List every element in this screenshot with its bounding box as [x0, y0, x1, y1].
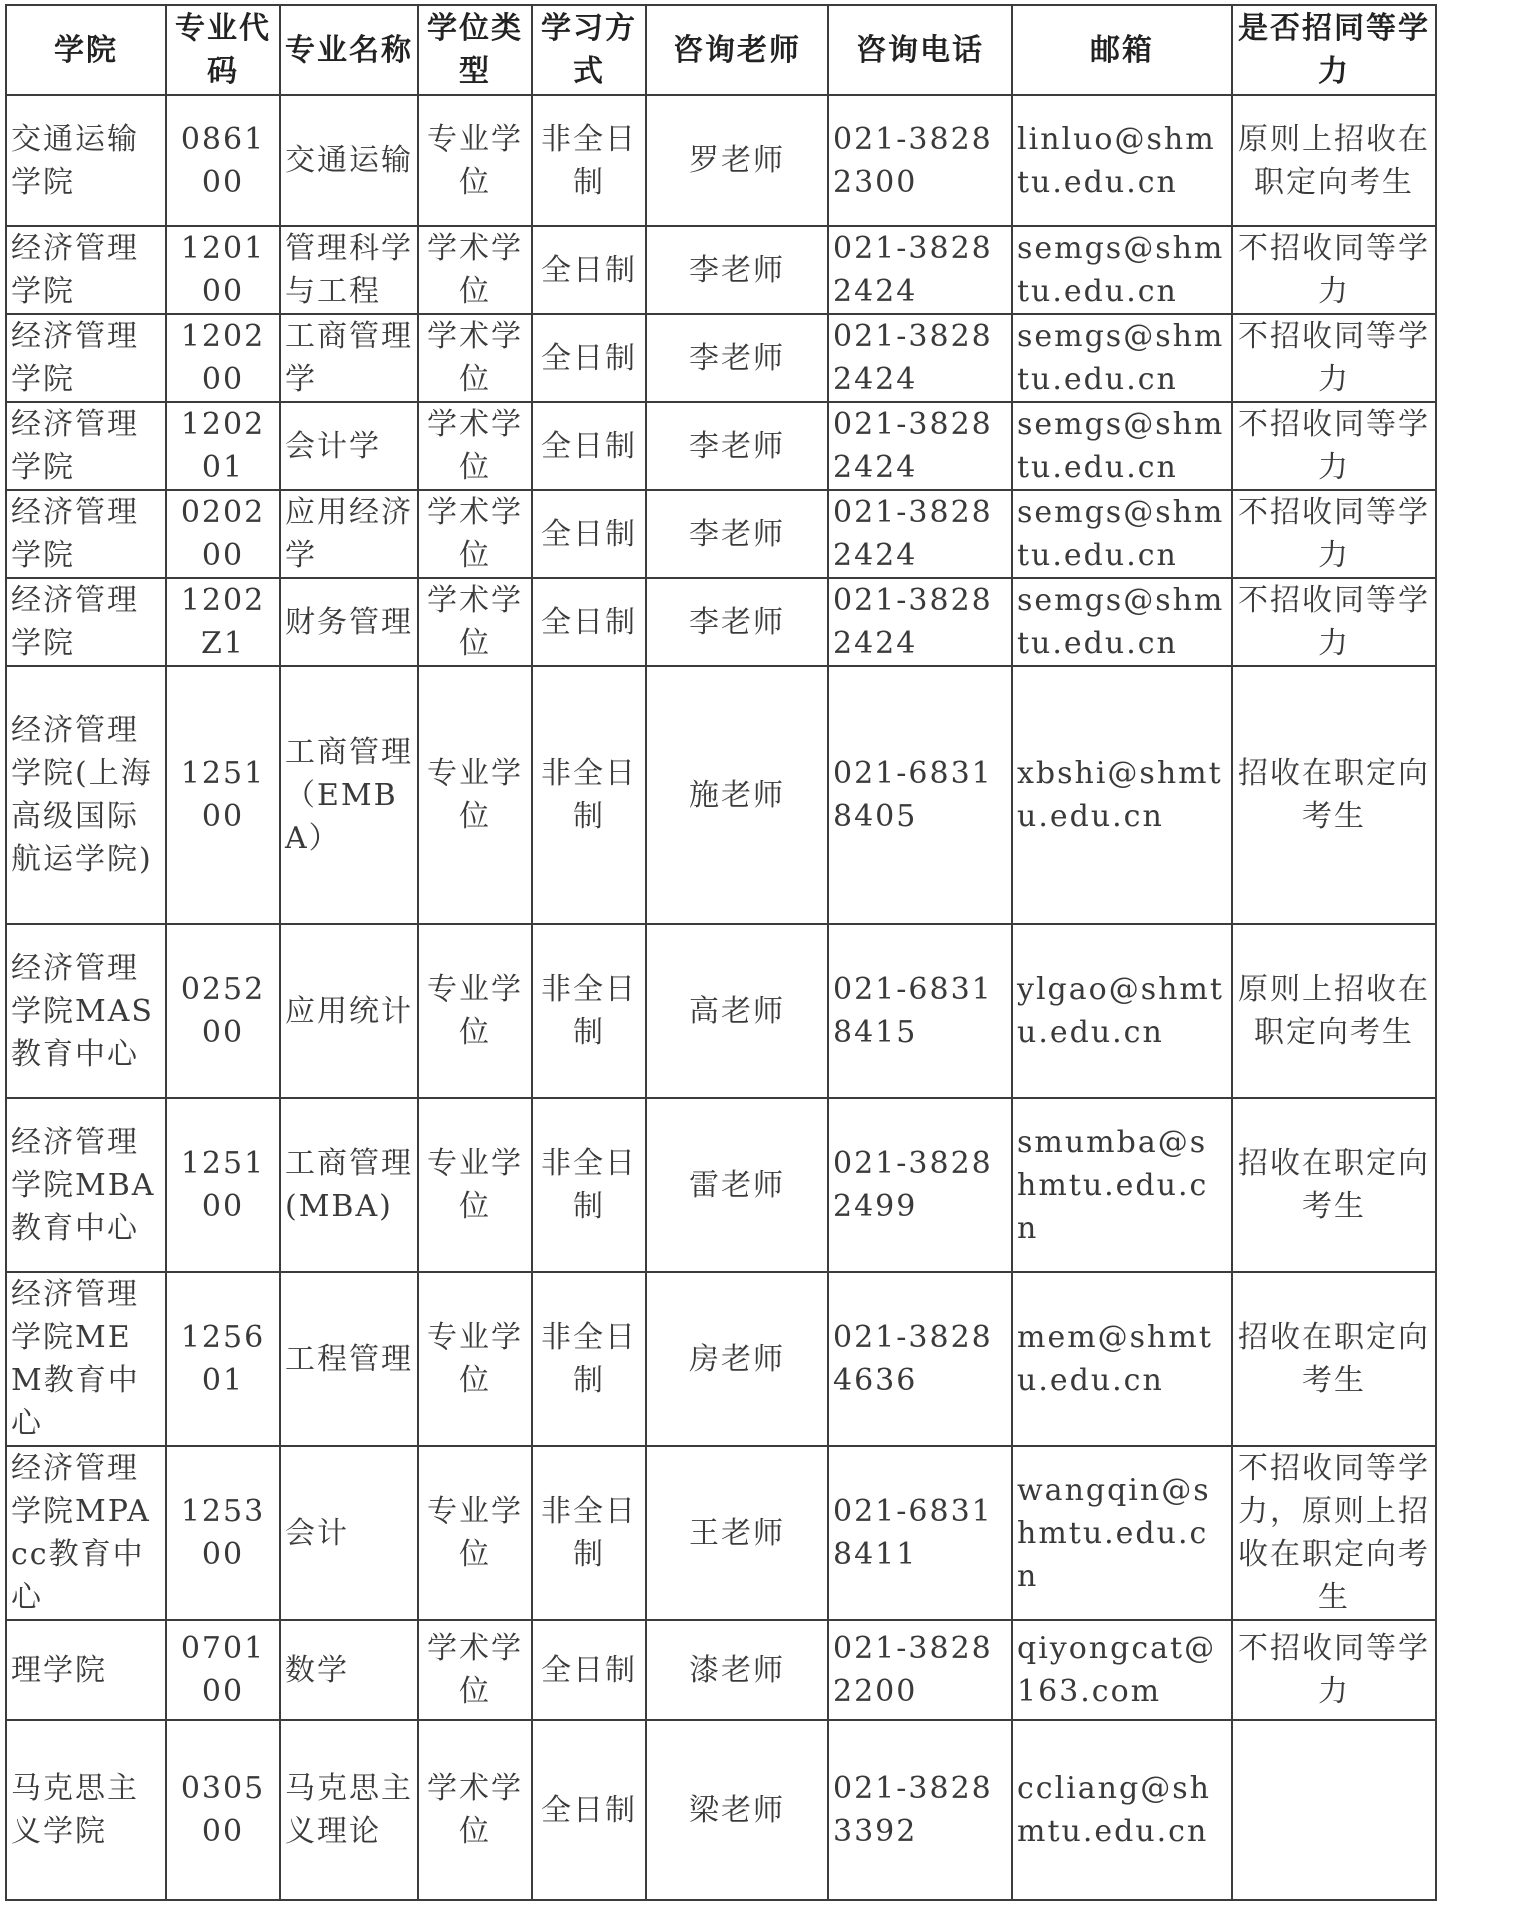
table-row: [6, 666, 1436, 924]
college-cell: 经济管理学院MAS教育中心: [6, 924, 166, 1098]
email-cell: wangqin@shmtu.edu.cn: [1012, 1446, 1232, 1620]
degree-type-cell: 专业学位: [418, 1098, 532, 1272]
advisor-cell: 李老师: [646, 402, 828, 490]
phone-cell: 021-38282424: [828, 490, 1012, 578]
table-row: [6, 578, 1436, 666]
table-row: [6, 924, 1436, 1098]
equivalent-admission-cell: 不招收同等学力: [1232, 314, 1436, 402]
college-cell: 经济管理学院: [6, 578, 166, 666]
contact-table: [5, 4, 1437, 1901]
email-cell: linluo@shmtu.edu.cn: [1012, 95, 1232, 226]
major-code-cell: 1202Z1: [166, 578, 280, 666]
table-row: [6, 1446, 1436, 1620]
email-cell: smumba@shmtu.edu.cn: [1012, 1098, 1232, 1272]
equivalent-admission-cell: 不招收同等学力，原则上招收在职定向考生: [1232, 1446, 1436, 1620]
major-name-cell: 工商管理（EMBA）: [280, 666, 418, 924]
header-advisor: 咨询老师: [646, 5, 828, 95]
phone-cell: 021-38282300: [828, 95, 1012, 226]
degree-type-cell: 学术学位: [418, 402, 532, 490]
equivalent-admission-cell: 招收在职定向考生: [1232, 1272, 1436, 1446]
phone-cell: 021-38284636: [828, 1272, 1012, 1446]
header-row: [6, 5, 1436, 95]
major-code-cell: 086100: [166, 95, 280, 226]
header-degree-type: 学位类型: [418, 5, 532, 95]
degree-type-cell: 学术学位: [418, 1620, 532, 1720]
college-cell: 马克思主义学院: [6, 1720, 166, 1900]
table-row: [6, 1620, 1436, 1720]
major-name-cell: 管理科学与工程: [280, 226, 418, 314]
degree-type-cell: 专业学位: [418, 1446, 532, 1620]
email-cell: semgs@shmtu.edu.cn: [1012, 578, 1232, 666]
study-mode-cell: 非全日制: [532, 1446, 646, 1620]
study-mode-cell: 全日制: [532, 1720, 646, 1900]
college-cell: 经济管理学院: [6, 226, 166, 314]
major-name-cell: 交通运输: [280, 95, 418, 226]
major-code-cell: 120201: [166, 402, 280, 490]
degree-type-cell: 学术学位: [418, 226, 532, 314]
email-cell: ylgao@shmtu.edu.cn: [1012, 924, 1232, 1098]
advisor-cell: 李老师: [646, 314, 828, 402]
table-row: [6, 1098, 1436, 1272]
major-name-cell: 财务管理: [280, 578, 418, 666]
major-code-cell: 030500: [166, 1720, 280, 1900]
college-cell: 经济管理学院: [6, 490, 166, 578]
advisor-cell: 王老师: [646, 1446, 828, 1620]
study-mode-cell: 非全日制: [532, 1098, 646, 1272]
header-major-code: 专业代码: [166, 5, 280, 95]
study-mode-cell: 全日制: [532, 314, 646, 402]
study-mode-cell: 非全日制: [532, 666, 646, 924]
table-row: [6, 226, 1436, 314]
major-name-cell: 应用经济学: [280, 490, 418, 578]
header-phone: 咨询电话: [828, 5, 1012, 95]
email-cell: xbshi@shmtu.edu.cn: [1012, 666, 1232, 924]
header-email: 邮箱: [1012, 5, 1232, 95]
college-cell: 经济管理学院MBA教育中心: [6, 1098, 166, 1272]
major-code-cell: 020200: [166, 490, 280, 578]
major-name-cell: 马克思主义理论: [280, 1720, 418, 1900]
header-college: 学院: [6, 5, 166, 95]
advisor-cell: 梁老师: [646, 1720, 828, 1900]
equivalent-admission-cell: 不招收同等学力: [1232, 490, 1436, 578]
advisor-cell: 李老师: [646, 490, 828, 578]
phone-cell: 021-38282424: [828, 226, 1012, 314]
college-cell: 经济管理学院: [6, 314, 166, 402]
equivalent-admission-cell: 原则上招收在职定向考生: [1232, 924, 1436, 1098]
degree-type-cell: 专业学位: [418, 1272, 532, 1446]
email-cell: semgs@shmtu.edu.cn: [1012, 226, 1232, 314]
table-row: [6, 1720, 1436, 1900]
advisor-cell: 房老师: [646, 1272, 828, 1446]
equivalent-admission-cell: [1232, 1720, 1436, 1900]
email-cell: semgs@shmtu.edu.cn: [1012, 314, 1232, 402]
phone-cell: 021-68318405: [828, 666, 1012, 924]
advisor-cell: 李老师: [646, 578, 828, 666]
equivalent-admission-cell: 不招收同等学力: [1232, 226, 1436, 314]
major-code-cell: 125300: [166, 1446, 280, 1620]
table-row: [6, 490, 1436, 578]
degree-type-cell: 学术学位: [418, 578, 532, 666]
header-study-mode: 学习方式: [532, 5, 646, 95]
college-cell: 经济管理学院MPAcc教育中心: [6, 1446, 166, 1620]
phone-cell: 021-68318411: [828, 1446, 1012, 1620]
study-mode-cell: 全日制: [532, 226, 646, 314]
equivalent-admission-cell: 招收在职定向考生: [1232, 1098, 1436, 1272]
table-row: [6, 1272, 1436, 1446]
college-cell: 交通运输学院: [6, 95, 166, 226]
phone-cell: 021-38282424: [828, 314, 1012, 402]
equivalent-admission-cell: 不招收同等学力: [1232, 402, 1436, 490]
major-code-cell: 120200: [166, 314, 280, 402]
major-name-cell: 工商管理学: [280, 314, 418, 402]
advisor-cell: 雷老师: [646, 1098, 828, 1272]
college-cell: 经济管理学院: [6, 402, 166, 490]
header-major-name: 专业名称: [280, 5, 418, 95]
study-mode-cell: 非全日制: [532, 1272, 646, 1446]
table-row: [6, 95, 1436, 226]
major-code-cell: 025200: [166, 924, 280, 1098]
advisor-cell: 罗老师: [646, 95, 828, 226]
degree-type-cell: 专业学位: [418, 95, 532, 226]
phone-cell: 021-38282424: [828, 402, 1012, 490]
degree-type-cell: 专业学位: [418, 924, 532, 1098]
phone-cell: 021-38283392: [828, 1720, 1012, 1900]
phone-cell: 021-68318415: [828, 924, 1012, 1098]
major-code-cell: 125100: [166, 1098, 280, 1272]
phone-cell: 021-38282424: [828, 578, 1012, 666]
degree-type-cell: 学术学位: [418, 1720, 532, 1900]
degree-type-cell: 学术学位: [418, 490, 532, 578]
equivalent-admission-cell: 原则上招收在职定向考生: [1232, 95, 1436, 226]
email-cell: ccliang@shmtu.edu.cn: [1012, 1720, 1232, 1900]
major-code-cell: 125601: [166, 1272, 280, 1446]
equivalent-admission-cell: 不招收同等学力: [1232, 1620, 1436, 1720]
study-mode-cell: 非全日制: [532, 95, 646, 226]
college-cell: 经济管理学院MEM教育中心: [6, 1272, 166, 1446]
major-code-cell: 120100: [166, 226, 280, 314]
equivalent-admission-cell: 不招收同等学力: [1232, 578, 1436, 666]
college-cell: 理学院: [6, 1620, 166, 1720]
email-cell: mem@shmtu.edu.cn: [1012, 1272, 1232, 1446]
phone-cell: 021-38282200: [828, 1620, 1012, 1720]
equivalent-admission-cell: 招收在职定向考生: [1232, 666, 1436, 924]
table-row: [6, 402, 1436, 490]
major-code-cell: 125100: [166, 666, 280, 924]
degree-type-cell: 学术学位: [418, 314, 532, 402]
major-name-cell: 工商管理(MBA): [280, 1098, 418, 1272]
degree-type-cell: 专业学位: [418, 666, 532, 924]
table-body: [6, 95, 1436, 1900]
advisor-cell: 李老师: [646, 226, 828, 314]
major-name-cell: 会计学: [280, 402, 418, 490]
study-mode-cell: 非全日制: [532, 924, 646, 1098]
table-row: [6, 314, 1436, 402]
study-mode-cell: 全日制: [532, 1620, 646, 1720]
major-name-cell: 会计: [280, 1446, 418, 1620]
advisor-cell: 漆老师: [646, 1620, 828, 1720]
college-cell: 经济管理学院(上海高级国际航运学院): [6, 666, 166, 924]
email-cell: semgs@shmtu.edu.cn: [1012, 402, 1232, 490]
header-equivalent-admission: 是否招同等学力: [1232, 5, 1436, 95]
advisor-cell: 施老师: [646, 666, 828, 924]
email-cell: semgs@shmtu.edu.cn: [1012, 490, 1232, 578]
study-mode-cell: 全日制: [532, 490, 646, 578]
major-name-cell: 工程管理: [280, 1272, 418, 1446]
phone-cell: 021-38282499: [828, 1098, 1012, 1272]
study-mode-cell: 全日制: [532, 578, 646, 666]
email-cell: qiyongcat@163.com: [1012, 1620, 1232, 1720]
major-name-cell: 数学: [280, 1620, 418, 1720]
advisor-cell: 高老师: [646, 924, 828, 1098]
major-code-cell: 070100: [166, 1620, 280, 1720]
study-mode-cell: 全日制: [532, 402, 646, 490]
major-name-cell: 应用统计: [280, 924, 418, 1098]
